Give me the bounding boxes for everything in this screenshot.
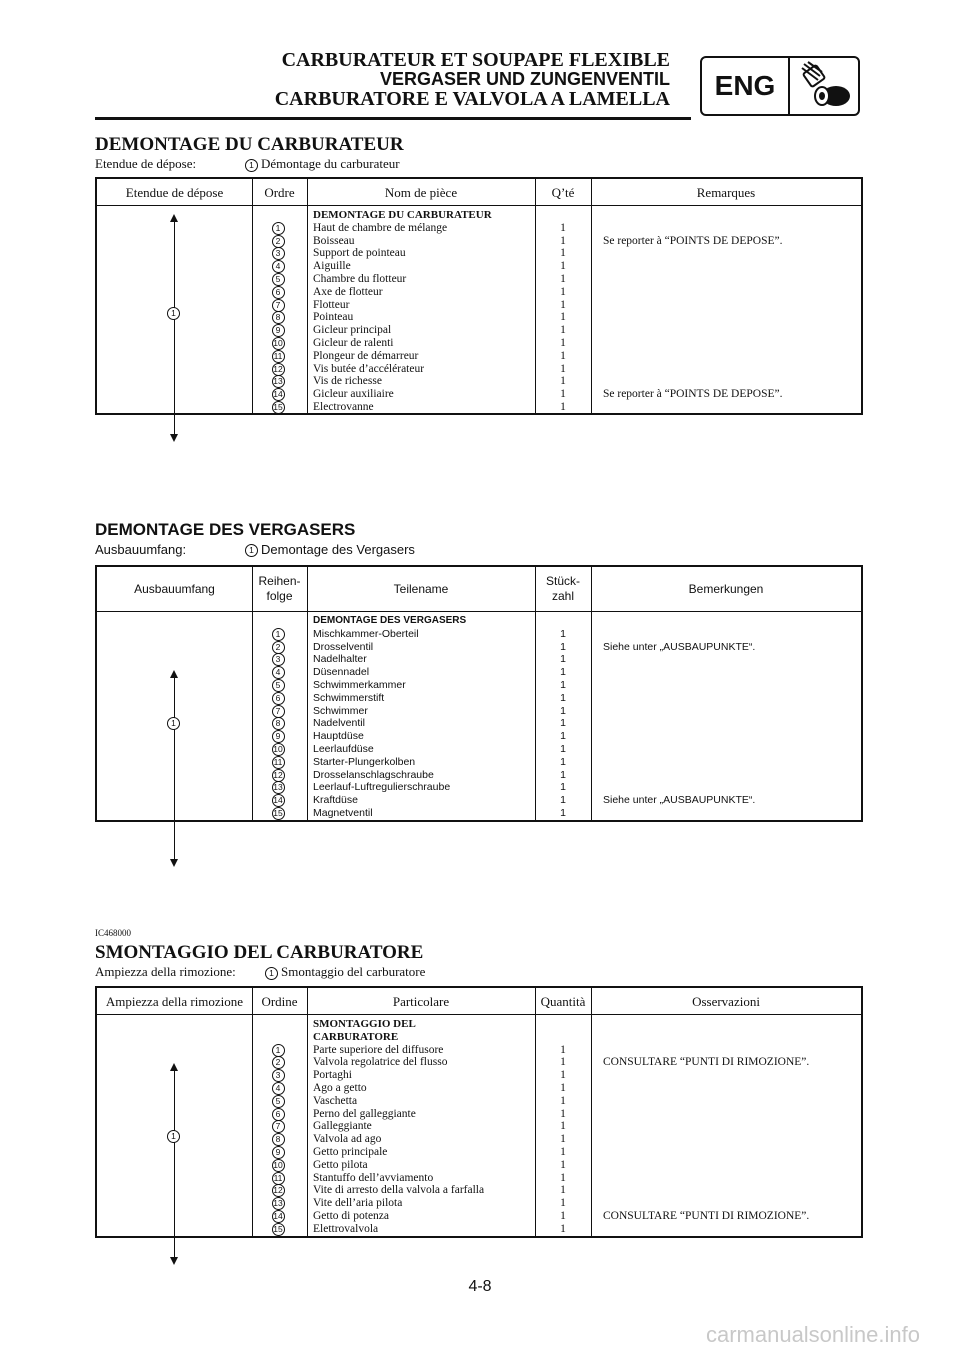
part-name: Nadelhalter	[313, 653, 367, 666]
qty-header: Q’té	[551, 184, 575, 200]
order-cell	[252, 705, 307, 718]
order-header: Ordre	[264, 184, 295, 200]
order-number: 1	[272, 1044, 285, 1057]
part-name: Boisseau	[313, 234, 355, 247]
engine-icon	[792, 60, 856, 112]
order-blank	[252, 1031, 307, 1044]
order-cell	[252, 769, 307, 782]
table-header	[97, 179, 861, 206]
arrow-down-icon	[170, 859, 178, 867]
order-number: 6	[272, 692, 285, 705]
part-qty: 1	[560, 1145, 566, 1158]
order-number: 10	[273, 337, 283, 348]
header-title-de: VERGASER UND ZUNGENVENTIL	[379, 69, 670, 89]
arrow-up-icon	[170, 1063, 178, 1071]
order-number: 12	[273, 769, 283, 780]
part-name-header: Nom de pièce	[384, 184, 458, 200]
order-cell	[252, 692, 307, 705]
part-qty: 1	[560, 781, 566, 794]
qty-column	[535, 615, 591, 820]
part-name: Haut de chambre de mélange	[313, 221, 448, 234]
order-number: 11	[272, 350, 285, 363]
part-qty: 1	[560, 1133, 566, 1146]
order-cell	[252, 1056, 307, 1069]
subtitle-label: Ampiezza della rimozione:	[95, 964, 236, 979]
part-name: Plongeur de démarreur	[313, 349, 419, 362]
order-number: 13	[273, 376, 283, 387]
part-qty: 1	[560, 1209, 566, 1222]
part-qty: 1	[560, 730, 566, 743]
subtitle-text: Demontage des Vergasers	[261, 542, 415, 557]
order-number: 7	[272, 299, 285, 312]
part-qty: 1	[560, 362, 566, 375]
order-blank	[252, 1018, 307, 1031]
part-qty: 1	[560, 1120, 566, 1133]
part-qty: 1	[560, 311, 566, 324]
order-number: 4	[272, 260, 285, 273]
order-cell	[252, 1044, 307, 1057]
remarks-header: Osservazioni	[692, 993, 760, 1009]
order-cell	[252, 641, 307, 654]
order-cell	[252, 247, 307, 260]
part-qty: 1	[560, 349, 566, 362]
remarks-header: Remarques	[696, 184, 756, 200]
part-name: Gicleur auxiliaire	[313, 388, 394, 401]
order-number: 3	[272, 247, 285, 260]
order-number: 10	[273, 743, 283, 754]
section-subtitle-de	[95, 542, 415, 557]
part-name: Vite dell’aria pilota	[313, 1197, 403, 1210]
order-cell	[252, 299, 307, 312]
order-number: 2	[272, 641, 285, 654]
part-qty: 1	[560, 1056, 566, 1069]
part-qty: 1	[560, 653, 566, 666]
order-cell	[252, 1197, 307, 1210]
range-header: Ampiezza della rimozione	[105, 993, 244, 1009]
order-cell	[252, 666, 307, 679]
range-arrow-line	[174, 216, 175, 438]
qty-blank	[535, 209, 591, 222]
order-number: 1	[272, 628, 285, 641]
part-qty: 1	[560, 285, 566, 298]
remark-text: CONSULTARE “PUNTI DI RIMOZIONE”.	[603, 1056, 810, 1069]
order-number: 5	[272, 679, 285, 692]
part-name: Ago a getto	[313, 1081, 367, 1094]
part-qty: 1	[560, 794, 566, 807]
order-number: 6	[272, 286, 285, 299]
part-name-column	[313, 615, 466, 820]
part-name: Drosselventil	[313, 640, 374, 653]
order-cell	[252, 807, 307, 820]
subtitle-text: Démontage du carburateur	[261, 156, 400, 171]
subtitle-number: 1	[265, 967, 278, 980]
order-number: 12	[273, 1185, 283, 1196]
order-number: 9	[272, 730, 285, 743]
group-title: DEMONTAGE DU CARBURATEUR	[313, 209, 492, 221]
order-cell	[252, 717, 307, 730]
group-title: SMONTAGGIO DEL	[313, 1018, 416, 1030]
part-name: Aiguille	[313, 260, 351, 273]
section-title-de: DEMONTAGE DES VERGASERS	[95, 520, 356, 539]
part-name: Getto principale	[313, 1145, 388, 1158]
part-qty: 1	[560, 768, 566, 781]
order-number: 14	[273, 1210, 283, 1221]
part-name: Nadelventil	[313, 717, 365, 730]
part-qty: 1	[560, 1069, 566, 1082]
page-number: 4-8	[468, 1278, 492, 1295]
order-number: 15	[273, 807, 283, 818]
column-divider	[591, 179, 592, 413]
order-number: 8	[272, 311, 285, 324]
order-number: 10	[273, 1159, 283, 1170]
section-title-it: SMONTAGGIO DEL CARBURATORE	[95, 942, 424, 963]
order-cell	[252, 653, 307, 666]
order-cell	[252, 286, 307, 299]
order-cell	[252, 235, 307, 248]
part-qty: 1	[560, 691, 566, 704]
order-number: 8	[272, 717, 285, 730]
range-arrow-line	[174, 672, 175, 863]
arrow-up-icon	[170, 670, 178, 678]
arrow-up-icon	[170, 214, 178, 222]
part-name: Perno del galleggiante	[313, 1107, 416, 1120]
part-qty: 1	[560, 1197, 566, 1210]
order-cell	[252, 1146, 307, 1159]
arrow-down-icon	[170, 1257, 178, 1265]
part-name: Chambre du flotteur	[313, 272, 407, 285]
order-cell	[252, 324, 307, 337]
qty-blank	[535, 615, 591, 628]
remarks-header: Bemerkungen	[688, 581, 764, 596]
order-cell	[252, 337, 307, 350]
order-number: 1	[272, 222, 285, 235]
order-cell	[252, 1120, 307, 1133]
part-name: Mischkammer-Oberteil	[313, 627, 419, 640]
part-qty: 1	[560, 640, 566, 653]
qty-blank	[535, 1018, 591, 1031]
order-number: 12	[273, 363, 283, 374]
part-qty: 1	[560, 627, 566, 640]
order-number: 13	[273, 1198, 283, 1209]
part-name: Vaschetta	[313, 1094, 358, 1107]
remark-text: Siehe unter „AUSBAUPUNKTE“.	[603, 640, 756, 653]
order-cell	[252, 273, 307, 286]
part-qty: 1	[560, 400, 566, 413]
order-cell	[252, 743, 307, 756]
qty-header: Stück- zahl	[545, 574, 580, 603]
subtitle-number: 1	[245, 159, 258, 172]
column-divider	[591, 567, 592, 820]
part-qty: 1	[560, 1107, 566, 1120]
part-name-header: Particolare	[392, 993, 450, 1009]
qty-column	[535, 1018, 591, 1236]
order-cell	[252, 794, 307, 807]
remark-text: CONSULTARE “PUNTI DI RIMOZIONE”.	[603, 1210, 810, 1222]
part-qty: 1	[560, 1171, 566, 1184]
part-qty: 1	[560, 247, 566, 260]
order-column	[252, 1018, 307, 1236]
part-name: Kraftdüse	[313, 794, 358, 807]
order-number: 4	[272, 666, 285, 679]
order-number: 5	[272, 1095, 285, 1108]
range-arrow-line	[174, 1065, 175, 1261]
section-subtitle-it	[95, 964, 425, 980]
part-qty: 1	[560, 678, 566, 691]
order-cell	[252, 260, 307, 273]
part-name: Flotteur	[313, 298, 350, 311]
part-name: Stantuffo dell’avviamento	[313, 1171, 434, 1184]
part-name: Schwimmer	[313, 704, 368, 717]
range-number: 1	[167, 307, 180, 320]
range-number: 1	[167, 1130, 180, 1143]
order-number: 4	[272, 1082, 285, 1095]
order-number: 13	[273, 782, 283, 793]
order-number: 3	[272, 1069, 285, 1082]
order-header: Reihen- folge	[258, 574, 301, 603]
order-number: 14	[273, 795, 283, 806]
order-cell	[252, 679, 307, 692]
part-qty: 1	[560, 755, 566, 768]
part-name: Schwimmerstift	[313, 691, 385, 704]
group-title: CARBURATORE	[313, 1030, 399, 1043]
part-name: Pointeau	[313, 311, 354, 324]
part-name: Getto pilota	[313, 1158, 368, 1171]
order-cell	[252, 375, 307, 388]
part-qty: 1	[560, 234, 566, 247]
part-name: Düsennadel	[313, 666, 370, 679]
part-name: Valvola regolatrice del flusso	[313, 1056, 448, 1069]
order-cell	[252, 363, 307, 376]
subtitle-label: Etendue de dépose:	[95, 156, 197, 171]
part-name: Galleggiante	[313, 1120, 372, 1133]
range-number: 1	[167, 717, 180, 730]
part-name: Leerlauf-Luftregulierschraube	[313, 781, 451, 794]
order-number: 15	[273, 1223, 283, 1234]
part-name: Leerlaufdüse	[313, 742, 374, 755]
part-qty: 1	[560, 1081, 566, 1094]
part-qty: 1	[560, 1222, 566, 1235]
qty-blank	[535, 1031, 591, 1044]
part-qty: 1	[560, 1094, 566, 1107]
order-number: 6	[272, 1108, 285, 1121]
part-qty: 1	[560, 742, 566, 755]
part-qty: 1	[560, 272, 566, 285]
qty-column	[535, 209, 591, 414]
part-name: Vis de richesse	[313, 375, 382, 388]
part-qty: 1	[560, 388, 566, 401]
part-qty: 1	[560, 1158, 566, 1171]
part-qty: 1	[560, 704, 566, 717]
order-number: 15	[273, 401, 283, 412]
order-cell	[252, 730, 307, 743]
part-qty: 1	[560, 336, 566, 349]
column-divider	[307, 988, 308, 1236]
order-number: 11	[272, 1172, 285, 1185]
order-cell	[252, 1069, 307, 1082]
order-header: Ordine	[261, 993, 298, 1009]
part-name-column	[313, 209, 492, 414]
part-name: Vite di arresto della valvola a farfalla	[313, 1184, 485, 1197]
header-title-fr: CARBURATEUR ET SOUPAPE FLEXIBLE	[281, 49, 670, 71]
column-divider	[307, 567, 308, 820]
range-header: Ausbauumfang	[134, 581, 215, 596]
order-column	[252, 615, 307, 820]
part-name: Vis butée d’accélérateur	[313, 362, 425, 375]
part-qty: 1	[560, 806, 566, 819]
part-name: Schwimmerkammer	[313, 678, 406, 691]
order-cell	[252, 1133, 307, 1146]
order-cell	[252, 781, 307, 794]
remark-text: Siehe unter „AUSBAUPUNKTE“.	[603, 794, 756, 807]
part-name: Gicleur principal	[313, 324, 392, 337]
group-title: DEMONTAGE DES VERGASERS	[313, 615, 467, 626]
order-column	[252, 209, 307, 414]
part-name: Axe de flotteur	[313, 285, 383, 298]
part-qty: 1	[560, 1184, 566, 1197]
table-header	[97, 988, 861, 1015]
order-number: 14	[273, 389, 283, 400]
order-cell	[252, 1082, 307, 1095]
header-rule	[95, 117, 691, 120]
order-number: 7	[272, 705, 285, 718]
part-name: Portaghi	[313, 1069, 352, 1082]
order-number: 2	[272, 235, 285, 248]
part-name: Drosselanschlagschraube	[313, 768, 434, 781]
order-cell	[252, 628, 307, 641]
order-cell	[252, 1223, 307, 1236]
order-blank	[252, 615, 307, 628]
order-blank	[252, 209, 307, 222]
part-name: Electrovanne	[313, 400, 374, 413]
part-name: Support de pointeau	[313, 247, 406, 260]
order-number: 3	[272, 653, 285, 666]
order-cell	[252, 1172, 307, 1185]
page-header-titles	[240, 50, 670, 110]
parts-table-de	[95, 565, 863, 822]
part-name: Magnetventil	[313, 806, 373, 819]
order-number: 2	[272, 1056, 285, 1069]
subtitle-label: Ausbauumfang:	[95, 542, 187, 557]
range-header: Etendue de dépose	[125, 184, 224, 200]
order-number: 8	[272, 1133, 285, 1146]
section-badge	[700, 56, 860, 116]
order-cell	[252, 1095, 307, 1108]
section-title-fr: DEMONTAGE DU CARBURATEUR	[95, 134, 404, 155]
part-qty: 1	[560, 375, 566, 388]
part-name: Hauptdüse	[313, 730, 364, 743]
table-header	[97, 567, 861, 612]
part-name: Parte superiore del diffusore	[313, 1043, 444, 1056]
remark-text: Se reporter à “POINTS DE DEPOSE”.	[603, 388, 783, 401]
part-qty: 1	[560, 298, 566, 311]
part-name: Getto di potenza	[313, 1209, 390, 1222]
column-divider	[591, 988, 592, 1236]
part-name: Valvola ad ago	[313, 1133, 382, 1146]
order-number: 9	[272, 324, 285, 337]
order-cell	[252, 388, 307, 401]
order-number: 7	[272, 1120, 285, 1133]
part-qty: 1	[560, 324, 566, 337]
order-number: 9	[272, 1146, 285, 1159]
order-cell	[252, 1184, 307, 1197]
remark-text: Se reporter à “POINTS DE DEPOSE”.	[603, 234, 783, 247]
part-qty: 1	[560, 666, 566, 679]
column-divider	[307, 179, 308, 413]
qty-header: Quantità	[540, 993, 586, 1009]
subtitle-text: Smontaggio del carburatore	[281, 964, 426, 979]
order-number: 11	[272, 756, 285, 769]
part-qty: 1	[560, 221, 566, 234]
order-number: 5	[272, 273, 285, 286]
order-cell	[252, 1108, 307, 1121]
arrow-down-icon	[170, 434, 178, 442]
part-name-header: Teilename	[393, 581, 449, 596]
parts-table-it	[95, 986, 863, 1238]
section-badge-label: ENG	[702, 58, 790, 114]
doc-code: IC468000	[95, 928, 131, 938]
order-cell	[252, 1210, 307, 1223]
part-qty: 1	[560, 717, 566, 730]
part-qty: 1	[560, 260, 566, 273]
header-title-it: CARBURATORE E VALVOLA A LAMELLA	[274, 88, 670, 110]
part-name: Gicleur de ralenti	[313, 336, 394, 349]
subtitle-number: 1	[245, 544, 258, 557]
order-cell	[252, 311, 307, 324]
part-qty: 1	[560, 1043, 566, 1056]
order-cell	[252, 222, 307, 235]
part-name-column	[313, 1018, 484, 1236]
part-name: Elettrovalvola	[313, 1222, 379, 1235]
watermark: carmanualsonline.info	[705, 1322, 920, 1347]
order-cell	[252, 756, 307, 769]
order-cell	[252, 350, 307, 363]
order-cell	[252, 1159, 307, 1172]
parts-table-fr	[95, 177, 863, 415]
order-cell	[252, 401, 307, 414]
part-name: Starter-Plungerkolben	[313, 755, 416, 768]
section-subtitle-fr	[95, 156, 400, 172]
